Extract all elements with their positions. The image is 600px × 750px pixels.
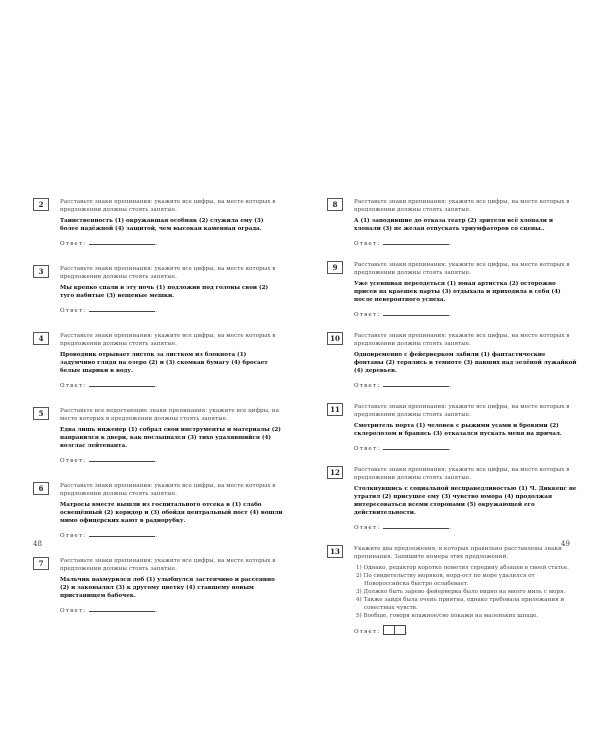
task-4 xyxy=(33,332,283,390)
answer-label: Ответ: xyxy=(354,629,381,635)
left-page-column xyxy=(33,198,283,615)
task-sentence: Смотритель порта (1) человек с рыжими усами и бровями (2) склеролозом и бранясь (3) отказался пускать меня на причал. xyxy=(354,423,562,437)
task-instruction: Расставьте знаки препинания: укажите все цифры, на месте которых в предложении должны стоять запятые. xyxy=(60,266,276,280)
task-number: 7 xyxy=(33,557,49,570)
answer-line[interactable] xyxy=(89,455,155,462)
answer-row: Ответ: . xyxy=(354,443,577,453)
answer-label: Ответ: xyxy=(354,446,381,452)
task-6 xyxy=(33,482,283,540)
task-sentence: Столкнувшись с социальной несправедливостью (1) Ч. Диккенс не утратил (2) присущее ему (3) чувство юмора (4) продолжая интересоваться всеми сторонами (5) окружающей его действительности. xyxy=(354,486,577,516)
task-sentence: Матросы вместе вышли из госпитального отсека в (1) слабо освещённый (2) коридор и (3) обойдя центральный пост (4) вошли мимо офицерских кают в радиорубку. xyxy=(60,502,283,524)
page-number-left: 48 xyxy=(33,540,42,548)
answer-row: Ответ: . xyxy=(60,238,283,248)
task-number: 13 xyxy=(327,545,343,558)
answer-label: Ответ: xyxy=(354,312,381,318)
answer-line[interactable] xyxy=(383,522,449,529)
task-sentence: Проводник отрывает листок за листком из блокнота (1) задумчиво глядя на озеро (2) и (3) скомкав бумагу (4) бросает белые шарики в воду. xyxy=(60,352,268,374)
option-item: 1) Однако, редактор коротко пометил середину абзацев в своей статье. xyxy=(356,565,569,571)
task-sentence: Таинственность (1) окружавшая особняк (2) служила ему (3) более надёжной (4) защитой, чем высокая каменная ограда. xyxy=(60,218,264,232)
task-number: 9 xyxy=(327,261,343,274)
answer-label: Ответ: xyxy=(60,308,87,314)
task-instruction: Расставьте знаки препинания: укажите все цифры, на месте которых в предложении должны стоять запятые. xyxy=(60,483,276,497)
task-number: 10 xyxy=(327,332,343,345)
answer-box[interactable] xyxy=(394,625,406,635)
task-sentence: Одновременно с фейерверком забили (1) фантастические фонтаны (2) терялись в темноте (3) павших над зелёной лужайкой (4) деревьев. xyxy=(354,352,577,374)
answer-row: Ответ: . xyxy=(60,380,283,390)
task-instruction: Расставьте знаки препинания: укажите все цифры, на месте которых в предложении должны стоять запятые. xyxy=(354,333,570,347)
task-13 xyxy=(327,545,577,638)
options-list xyxy=(354,564,577,620)
task-7 xyxy=(33,557,283,615)
task-sentence: Мы крепко спали в эту ночь (1) подложив под головы свои (2) туго набитые (3) вещевые мешки. xyxy=(60,285,269,299)
answer-row: Ответ: . xyxy=(60,305,283,315)
answer-label: Ответ: xyxy=(60,608,87,614)
task-number: 3 xyxy=(33,265,49,278)
task-2 xyxy=(33,198,283,248)
task-5 xyxy=(33,407,283,465)
answer-row: Ответ: . xyxy=(354,625,577,638)
task-instruction: Расставьте знаки препинания: укажите все цифры, на месте которых в предложении должны стоять запятые. xyxy=(60,333,276,347)
answer-line[interactable] xyxy=(89,530,155,537)
task-instruction: Расставьте знаки препинания: укажите все цифры, на месте которых в предложении должны стоять запятые. xyxy=(354,467,570,481)
page-number-right: 49 xyxy=(561,540,570,548)
option-item: 4) Также зайдя была очень приятна, однако требовала прилежания и совестных чувств. xyxy=(356,597,565,611)
answer-line[interactable] xyxy=(383,309,449,316)
task-8 xyxy=(327,198,577,248)
answer-line[interactable] xyxy=(89,305,155,312)
right-page-column xyxy=(327,198,577,638)
answer-label: Ответ: xyxy=(60,383,87,389)
answer-row: Ответ: . xyxy=(354,238,577,248)
answer-row: Ответ: . xyxy=(354,522,577,532)
task-sentence: Мальчик нахмурился лоб (1) улыбнулся застенчиво и рассеянно (2) и заковылял (3) к другому цветку (4) ставшему новым пристанищем бабочек. xyxy=(60,577,275,599)
option-item: 2) По свидетельству моряков, норд-ост по море удалился от Новороссийска быстро ослабевает. xyxy=(356,573,535,587)
answer-line[interactable] xyxy=(89,605,155,612)
task-instruction: Расставьте знаки препинания: укажите все цифры, на месте которых в предложении должны стоять запятые. xyxy=(354,262,570,276)
answer-boxes xyxy=(383,625,405,638)
task-instruction: Расставьте знаки препинания: укажите все цифры, на месте которых в предложении должны стоять запятые. xyxy=(60,199,276,213)
answer-row: Ответ: . xyxy=(60,530,283,540)
task-instruction: Расставьте знаки препинания: укажите все цифры, на месте которых в предложении должны стоять запятые. xyxy=(60,558,276,572)
option-item: 5) Вообще, говоря влажное/сво покажи на маленьких шпаде. xyxy=(356,613,539,619)
task-12 xyxy=(327,466,577,532)
task-number: 12 xyxy=(327,466,343,479)
answer-line[interactable] xyxy=(383,238,449,245)
answer-label: Ответ: xyxy=(60,241,87,247)
task-10 xyxy=(327,332,577,390)
task-9 xyxy=(327,261,577,319)
answer-row: Ответ: . xyxy=(354,380,577,390)
answer-label: Ответ: xyxy=(60,533,87,539)
answer-line[interactable] xyxy=(89,238,155,245)
answer-label: Ответ: xyxy=(354,525,381,531)
task-sentence: Уже усевшиая переодеться (1) юная артистка (2) осторожно присев на краешек парты (3) отдыхала и приходила в себя (4) после невероятного успеха. xyxy=(354,281,561,303)
task-instruction: Укажите два предложения, в которых правильно расставлены знаки препинания. Запишите номера этих предложений. xyxy=(354,546,562,560)
task-sentence: А (1) заподившие до отказа театр (2) зрители всё хлопали и хлопали (3) не желая отпускать триумфаторов со сцены.. xyxy=(354,218,554,232)
task-number: 5 xyxy=(33,407,49,420)
option-item: 3) Должно быть зарево фейерверка было видно на много миль с моря. xyxy=(356,589,566,595)
task-number: 6 xyxy=(33,482,49,495)
task-3 xyxy=(33,265,283,315)
task-11 xyxy=(327,403,577,453)
task-instruction: Расставьте знаки препинания: укажите все цифры, на месте которых в предложении должны стоять запятые. xyxy=(354,404,570,418)
answer-row: Ответ: . xyxy=(354,309,577,319)
answer-label: Ответ: xyxy=(354,241,381,247)
task-sentence: Едва лишь инженер (1) собрал свои инструменты и материалы (2) направился к двери, как послышался (3) тихо удалявшийся (4) возглас лейтенанта. xyxy=(60,427,281,449)
task-instruction: Расставьте все недостающие знаки препинания: укажите все цифры, на месте которых в предложении должны стоять запятые. xyxy=(60,408,279,422)
task-number: 4 xyxy=(33,332,49,345)
answer-row: Ответ: . xyxy=(60,455,283,465)
answer-line[interactable] xyxy=(89,380,155,387)
answer-row: Ответ: . xyxy=(60,605,283,615)
task-number: 11 xyxy=(327,403,343,416)
task-number: 8 xyxy=(327,198,343,211)
answer-line[interactable] xyxy=(383,380,449,387)
answer-label: Ответ: xyxy=(60,458,87,464)
answer-line[interactable] xyxy=(383,443,449,450)
task-number: 2 xyxy=(33,198,49,211)
answer-label: Ответ: xyxy=(354,383,381,389)
task-instruction: Расставьте знаки препинания: укажите все цифры, на месте которых в предложении должны стоять запятые. xyxy=(354,199,570,213)
